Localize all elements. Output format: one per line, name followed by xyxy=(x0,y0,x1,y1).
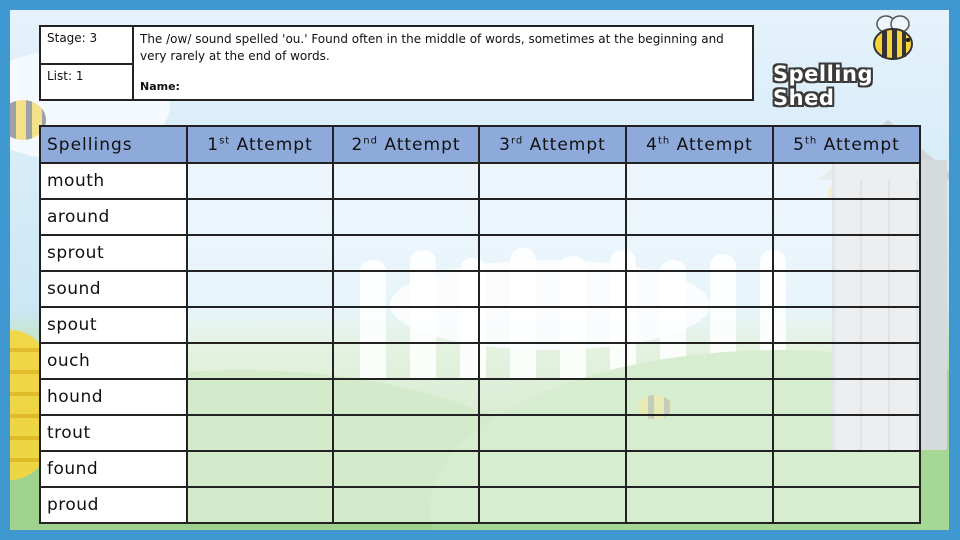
attempt-cell[interactable] xyxy=(187,307,333,343)
spelling-word: sound xyxy=(40,271,187,307)
column-header-attempt-2 xyxy=(333,126,479,163)
attempt-cell[interactable] xyxy=(773,199,920,235)
attempt-cell[interactable] xyxy=(773,415,920,451)
column-number: 2 xyxy=(351,134,364,155)
attempt-cell[interactable] xyxy=(187,415,333,451)
attempt-cell[interactable] xyxy=(187,379,333,415)
table-row xyxy=(40,307,920,343)
table-row xyxy=(40,271,920,307)
attempt-cell[interactable] xyxy=(333,199,479,235)
table-row xyxy=(40,415,920,451)
attempt-cell[interactable] xyxy=(479,379,626,415)
attempt-cell[interactable] xyxy=(773,379,920,415)
attempt-cell[interactable] xyxy=(773,343,920,379)
column-header-attempt-1 xyxy=(187,126,333,163)
spelling-word: hound xyxy=(40,379,187,415)
rule-description: The /ow/ sound spelled 'ou.' Found often in the middle of words, sometimes at the beginning and very rarely at the end of words. xyxy=(140,32,724,63)
attempt-cell[interactable] xyxy=(333,163,479,199)
column-header-spellings xyxy=(40,126,187,163)
attempt-cell[interactable] xyxy=(333,343,479,379)
column-label: Spellings xyxy=(47,134,133,155)
spelling-word: mouth xyxy=(40,163,187,199)
table-row xyxy=(40,379,920,415)
attempt-cell[interactable] xyxy=(479,415,626,451)
ordinal-suffix: th xyxy=(658,134,671,146)
attempt-cell[interactable] xyxy=(479,451,626,487)
spelling-shed-logo xyxy=(773,62,933,110)
column-number: 1 xyxy=(207,134,220,155)
table-row xyxy=(40,451,920,487)
attempt-cell[interactable] xyxy=(187,487,333,523)
spelling-word: around xyxy=(40,199,187,235)
attempt-cell[interactable] xyxy=(773,163,920,199)
attempt-cell[interactable] xyxy=(187,271,333,307)
table-row xyxy=(40,235,920,271)
stage-list-box xyxy=(39,25,134,101)
description-box xyxy=(132,25,754,101)
attempt-cell[interactable] xyxy=(626,199,773,235)
attempt-cell[interactable] xyxy=(479,307,626,343)
attempt-cell[interactable] xyxy=(333,379,479,415)
column-header-attempt-3 xyxy=(479,126,626,163)
spelling-word: proud xyxy=(40,487,187,523)
column-number: 3 xyxy=(499,134,511,155)
logo-text: Spelling Shed xyxy=(773,62,873,110)
attempt-cell[interactable] xyxy=(333,415,479,451)
attempt-cell[interactable] xyxy=(626,379,773,415)
attempt-cell[interactable] xyxy=(479,199,626,235)
spelling-word: spout xyxy=(40,307,187,343)
attempt-cell[interactable] xyxy=(187,235,333,271)
attempt-cell[interactable] xyxy=(479,343,626,379)
attempt-cell[interactable] xyxy=(333,307,479,343)
attempt-cell[interactable] xyxy=(479,163,626,199)
stage-label: Stage: 3 xyxy=(47,31,98,45)
attempt-cell[interactable] xyxy=(333,271,479,307)
attempt-cell[interactable] xyxy=(626,163,773,199)
spelling-attempts-table xyxy=(39,125,921,524)
table-row xyxy=(40,487,920,523)
attempt-cell[interactable] xyxy=(187,163,333,199)
column-header-attempt-4 xyxy=(626,126,773,163)
table-header-row xyxy=(40,126,920,163)
attempt-cell[interactable] xyxy=(626,415,773,451)
attempt-cell[interactable] xyxy=(479,235,626,271)
table-row xyxy=(40,343,920,379)
spelling-word: ouch xyxy=(40,343,187,379)
attempt-cell[interactable] xyxy=(187,199,333,235)
attempt-cell[interactable] xyxy=(626,343,773,379)
bee-logo-icon xyxy=(868,14,918,62)
column-label: Attempt xyxy=(377,134,461,155)
attempt-cell[interactable] xyxy=(773,271,920,307)
ordinal-suffix: th xyxy=(805,134,818,146)
attempt-cell[interactable] xyxy=(773,307,920,343)
column-label: Attempt xyxy=(523,134,606,155)
attempt-cell[interactable] xyxy=(773,487,920,523)
attempt-cell[interactable] xyxy=(773,235,920,271)
spelling-word: found xyxy=(40,451,187,487)
name-label: Name: xyxy=(140,80,180,93)
attempt-cell[interactable] xyxy=(333,235,479,271)
table-row xyxy=(40,163,920,199)
table-row xyxy=(40,199,920,235)
spelling-word: trout xyxy=(40,415,187,451)
column-label: Attempt xyxy=(670,134,753,155)
attempt-cell[interactable] xyxy=(333,451,479,487)
list-label: List: 1 xyxy=(41,63,132,99)
ordinal-suffix: st xyxy=(219,134,231,146)
column-number: 4 xyxy=(646,134,658,155)
attempt-cell[interactable] xyxy=(773,451,920,487)
attempt-cell[interactable] xyxy=(626,271,773,307)
spelling-word: sprout xyxy=(40,235,187,271)
attempt-cell[interactable] xyxy=(626,451,773,487)
attempt-cell[interactable] xyxy=(479,487,626,523)
ordinal-suffix: rd xyxy=(510,134,524,146)
attempt-cell[interactable] xyxy=(187,343,333,379)
attempt-cell[interactable] xyxy=(479,271,626,307)
column-number: 5 xyxy=(793,134,805,155)
column-header-attempt-5 xyxy=(773,126,920,163)
column-label: Attempt xyxy=(230,134,313,155)
column-label: Attempt xyxy=(817,134,900,155)
attempt-cell[interactable] xyxy=(626,307,773,343)
attempt-cell[interactable] xyxy=(333,487,479,523)
attempt-cell[interactable] xyxy=(626,235,773,271)
ordinal-suffix: nd xyxy=(363,134,378,146)
attempt-cell[interactable] xyxy=(187,451,333,487)
attempt-cell[interactable] xyxy=(626,487,773,523)
